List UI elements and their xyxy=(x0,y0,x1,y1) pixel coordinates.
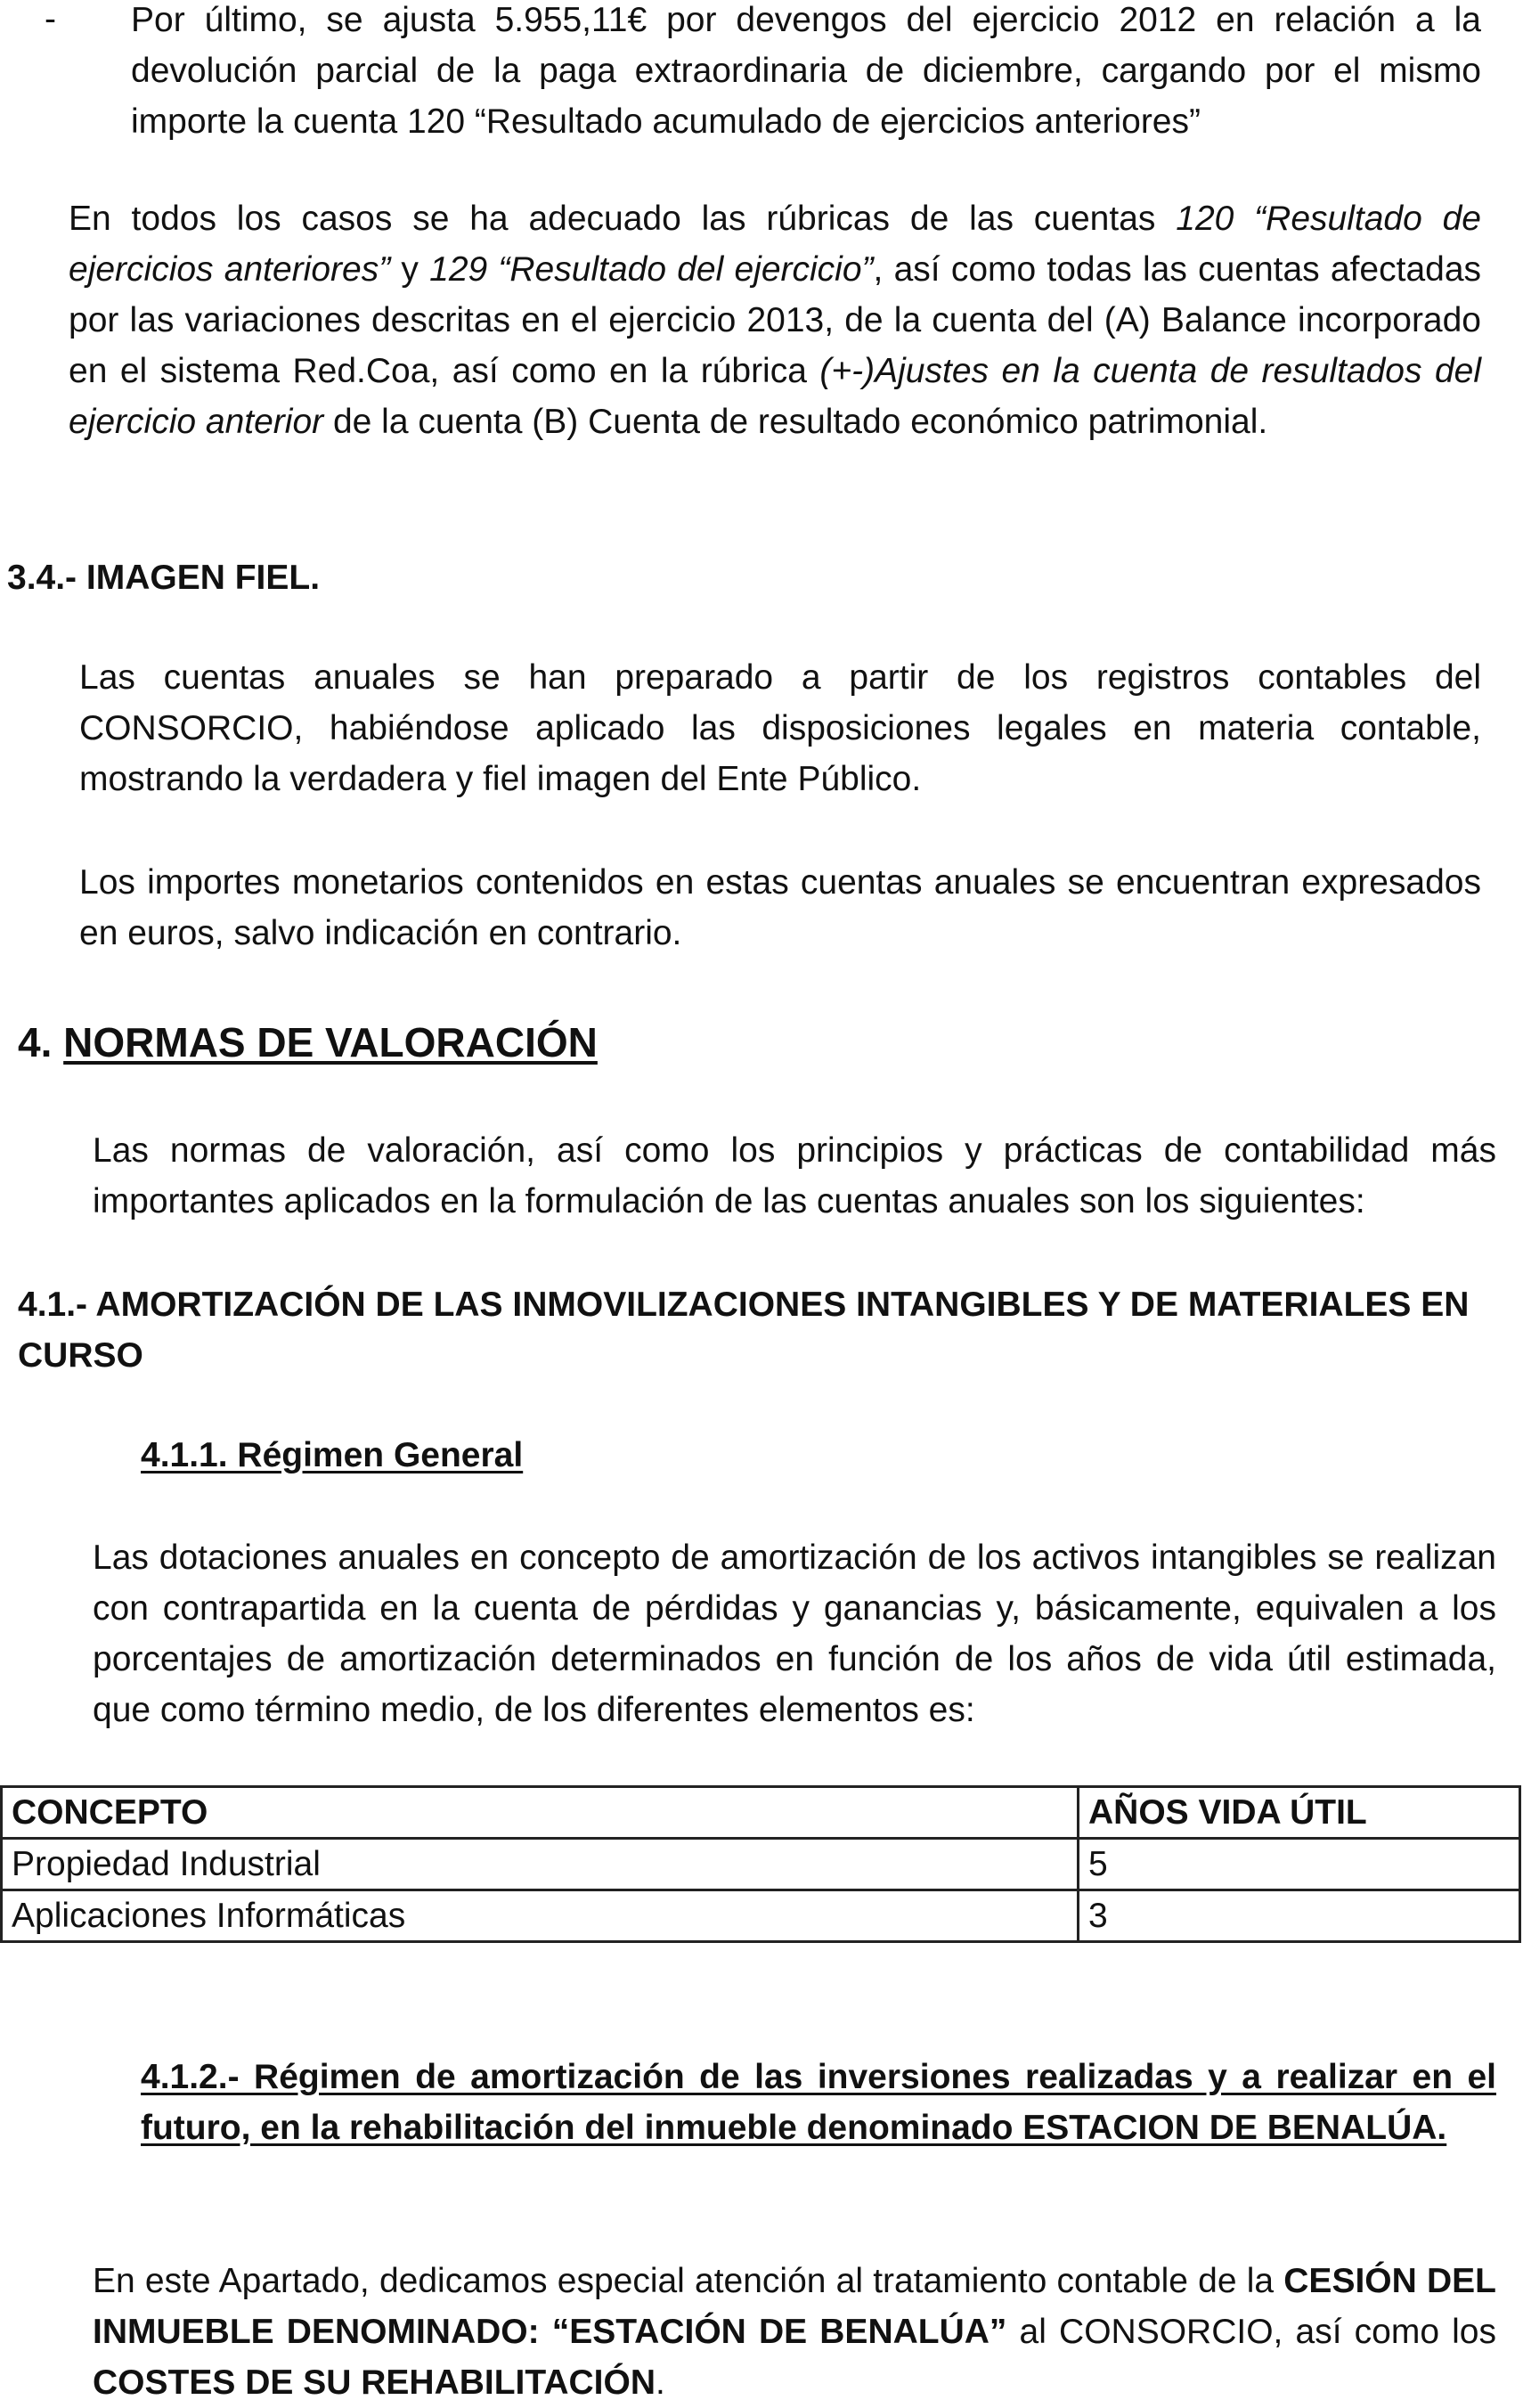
paragraph-rubricas: En todos los casos se ha adecuado las rúbricas de las cuentas 120 “Resultado de ejercicios anteriores” y 129 “Resultado del ejercicio”, así como todas las cuentas afectadas por las variaciones descritas en el ejercicio 2013, de la cuenta del (A) Balance incorporado en el sistema Red.Coa, así como en la rúbrica (+-)Ajustes en la cuenta de resultados del ejercicio anterior de la cuenta (B) Cuenta de resultado económico patrimonial. xyxy=(69,200,1482,441)
paragraph-ajuste: Por último, se ajusta 5.955,11€ por devengos del ejercicio 2012 en relación a la devolución parcial de la paga extraordinaria de diciembre, cargando por el mismo importe la cuenta 120 “Resultado acumulado de ejercicios anteriores” xyxy=(131,1,1481,141)
table-row xyxy=(2,1890,1520,1942)
table-row xyxy=(2,1839,1520,1890)
heading-4-1: 4.1.- AMORTIZACIÓN DE LAS INMOVILIZACIONES INTANGIBLES Y DE MATERIALES EN CURSO xyxy=(18,1286,1470,1375)
table-cell-concepto: Propiedad Industrial xyxy=(2,1839,1079,1890)
paragraph-apartado: En este Apartado, dedicamos especial atención al tratamiento contable de la CESIÓN DEL INMUEBLE DENOMINADO: “ESTACIÓN DE BENALÚA” al CONSORCIO, así como los COSTES DE SU REHABILITACIÓN. xyxy=(93,2262,1496,2402)
table-cell-anos: 3 xyxy=(1079,1890,1520,1942)
heading-3-4: 3.4.- IMAGEN FIEL. xyxy=(7,559,321,597)
heading-4-1-1: 4.1.1. Régimen General xyxy=(141,1436,524,1474)
paragraph-dotaciones: Las dotaciones anuales en concepto de amortización de los activos intangibles se realizan con contrapartida en la cuenta de pérdidas y ganancias y, básicamente, equivalen a los porcentajes de amortización determinados en función de los años de vida útil estimada, que como término medio, de los diferentes elementos es: xyxy=(93,1539,1496,1729)
bullet-item xyxy=(0,0,1523,147)
paragraph-imagen-fiel-1: Las cuentas anuales se han preparado a partir de los registros contables del CONSORCIO, habiéndose aplicado las disposiciones legales en materia contable, mostrando la verdadera y fiel imagen del Ente Público. xyxy=(79,658,1481,798)
bullet-dash: - xyxy=(45,0,56,38)
vida-util-table xyxy=(0,1785,1521,1943)
table-header-concepto: CONCEPTO xyxy=(2,1787,1079,1839)
paragraph-normas: Las normas de valoración, así como los principios y prácticas de contabilidad más importantes aplicados en la formulación de las cuentas anuales son los siguientes: xyxy=(93,1131,1496,1220)
paragraph-imagen-fiel-2: Los importes monetarios contenidos en estas cuentas anuales se encuentran expresados en euros, salvo indicación en contrario. xyxy=(79,863,1481,952)
heading-4: 4. NORMAS DE VALORACIÓN xyxy=(18,1019,598,1065)
table-cell-concepto: Aplicaciones Informáticas xyxy=(2,1890,1079,1942)
table-header-row xyxy=(2,1787,1520,1839)
heading-4-1-2: 4.1.2.- Régimen de amortización de las inversiones realizadas y a realizar en el futuro, en la rehabilitación del inmueble denominado ESTACION DE BENALÚA. xyxy=(141,2058,1496,2147)
table-cell-anos: 5 xyxy=(1079,1839,1520,1890)
table-header-anos: AÑOS VIDA ÚTIL xyxy=(1079,1787,1520,1839)
